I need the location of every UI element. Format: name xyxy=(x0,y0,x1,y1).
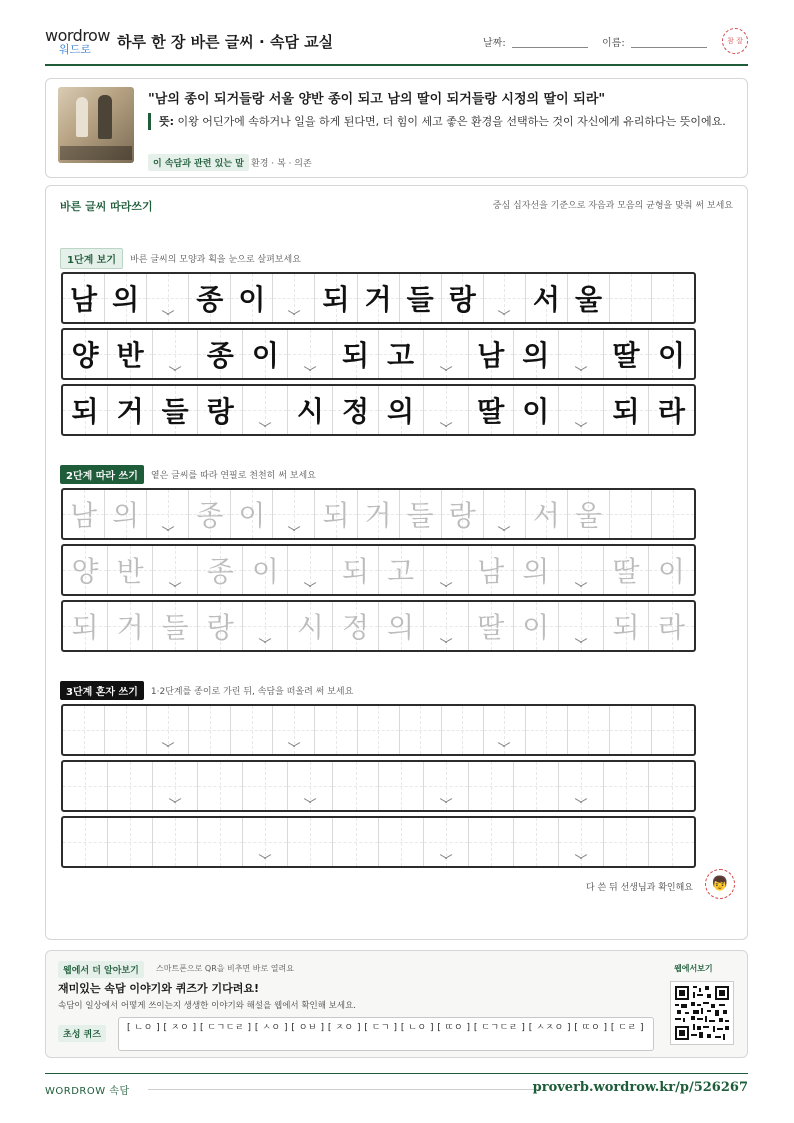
grid-cell[interactable] xyxy=(153,818,198,866)
grid-cell xyxy=(243,330,288,378)
step3-row-3[interactable] xyxy=(61,816,696,868)
space-mark-icon xyxy=(575,421,587,429)
grid-cell xyxy=(63,330,108,378)
grid-cell xyxy=(604,330,649,378)
syllable: 되 xyxy=(341,555,370,588)
space-mark-icon xyxy=(575,637,587,645)
footer-rule xyxy=(148,1089,538,1090)
syllable: 랑 xyxy=(206,395,234,428)
figure-right xyxy=(98,95,112,139)
space-mark-icon xyxy=(304,797,316,805)
syllable: 되 xyxy=(612,611,640,644)
space-mark-icon xyxy=(169,581,181,589)
proverb-illustration xyxy=(58,87,134,163)
grid-cell xyxy=(315,274,357,322)
grid-cell[interactable] xyxy=(288,762,333,810)
wordrow-logo[interactable] xyxy=(45,26,110,58)
grid-cell[interactable] xyxy=(514,546,559,594)
grid-cell xyxy=(526,274,568,322)
practice-hint: 중심 십자선을 기준으로 자음과 모음의 균형을 맞춰 써 보세요 xyxy=(492,201,733,211)
name-label: 이름: xyxy=(602,38,625,49)
syllable: 되 xyxy=(322,499,350,532)
logo-korean: 워드로 xyxy=(59,43,91,56)
syllable: 이 xyxy=(251,555,279,588)
meaning-label: 뜻: xyxy=(159,115,175,128)
web-hint: 스마트폰으로 QR을 비추면 바로 열려요 xyxy=(156,964,294,973)
grid-cell xyxy=(108,386,153,434)
space-mark-icon xyxy=(162,525,174,533)
syllable: 되 xyxy=(71,395,99,428)
space-mark-icon xyxy=(288,741,300,749)
syllable: 딸 xyxy=(477,611,505,644)
syllable: 들 xyxy=(406,283,434,316)
syllable: 되 xyxy=(612,395,640,428)
space-mark-icon xyxy=(169,797,181,805)
grid-cell xyxy=(231,274,273,322)
step1-row-1 xyxy=(61,272,696,324)
space-mark-icon xyxy=(304,581,316,589)
grid-cell[interactable] xyxy=(358,706,400,754)
footer-brand: WORDROW 속담 xyxy=(45,1086,130,1097)
date-field[interactable] xyxy=(512,47,588,48)
syllable: 라 xyxy=(658,611,686,644)
grid-cell[interactable] xyxy=(243,818,288,866)
grid-cell[interactable] xyxy=(358,490,400,538)
grid-cell[interactable] xyxy=(559,602,604,650)
grid-cell xyxy=(198,386,243,434)
grid-cell xyxy=(379,330,424,378)
illustration-caption xyxy=(60,146,132,160)
grid-cell[interactable] xyxy=(604,602,649,650)
grid-cell[interactable] xyxy=(400,490,442,538)
grid-cell[interactable] xyxy=(288,818,333,866)
syllable: 랑 xyxy=(206,611,234,644)
syllable: 랑 xyxy=(448,283,476,316)
syllable: 이 xyxy=(522,395,550,428)
syllable: 남 xyxy=(70,499,98,532)
qr-label: 웹에서보기 xyxy=(674,964,713,973)
grid-cell[interactable] xyxy=(231,706,273,754)
grid-cell[interactable] xyxy=(400,706,442,754)
grid-cell[interactable] xyxy=(604,762,649,810)
syllable: 라 xyxy=(658,395,686,428)
syllable: 거 xyxy=(116,395,144,428)
syllable: 정 xyxy=(341,395,370,428)
grid-cell xyxy=(189,274,231,322)
syllable: 울 xyxy=(574,283,602,316)
name-field[interactable] xyxy=(631,47,707,48)
grid-cell xyxy=(649,386,694,434)
grid-cell[interactable] xyxy=(333,546,378,594)
page-title: 하루 한 장 바른 글씨 · 속담 교실 xyxy=(117,33,334,51)
grid-cell[interactable] xyxy=(198,546,243,594)
syllable: 의 xyxy=(522,555,550,588)
grid-cell[interactable] xyxy=(610,490,652,538)
proverb-meaning xyxy=(148,113,738,130)
syllable: 양 xyxy=(71,555,99,588)
syllable: 종 xyxy=(206,339,234,372)
grid-cell xyxy=(63,274,105,322)
step2-tag: 2단계 따라 쓰기 xyxy=(60,465,144,484)
web-section xyxy=(45,950,748,1058)
grid-cell[interactable] xyxy=(424,762,469,810)
syllable: 되 xyxy=(322,283,350,316)
grid-cell[interactable] xyxy=(469,762,514,810)
grid-cell[interactable] xyxy=(469,602,514,650)
space-mark-icon xyxy=(575,365,587,373)
grid-cell[interactable] xyxy=(333,762,378,810)
grid-cell xyxy=(514,330,559,378)
web-tag: 웹에서 더 알아보기 xyxy=(58,961,144,978)
grid-cell[interactable] xyxy=(63,762,108,810)
footer-url-link[interactable]: proverb.wordrow.kr/p/526267 xyxy=(532,1080,748,1095)
syllable: 이 xyxy=(658,339,686,372)
syllable: 남 xyxy=(70,283,98,316)
syllable: 정 xyxy=(341,611,370,644)
syllable: 의 xyxy=(387,395,415,428)
grid-cell[interactable] xyxy=(652,490,694,538)
syllable: 고 xyxy=(387,339,415,372)
step3-header xyxy=(60,681,353,700)
grid-cell[interactable] xyxy=(559,546,604,594)
grid-cell xyxy=(147,274,189,322)
grid-cell xyxy=(288,330,333,378)
grid-cell[interactable] xyxy=(526,706,568,754)
grid-cell[interactable] xyxy=(63,490,105,538)
grid-cell[interactable] xyxy=(559,818,604,866)
grid-cell xyxy=(400,274,442,322)
syllable: 이 xyxy=(238,283,266,316)
grid-cell xyxy=(379,386,424,434)
grid-cell xyxy=(424,386,469,434)
grid-cell[interactable] xyxy=(469,818,514,866)
space-mark-icon xyxy=(440,421,452,429)
grid-cell[interactable] xyxy=(243,602,288,650)
grid-cell xyxy=(559,386,604,434)
syllable: 이 xyxy=(658,555,686,588)
space-mark-icon xyxy=(259,637,271,645)
proverb-text: "남의 종이 되거들랑 서울 양반 종이 되고 남의 딸이 되거들랑 시정의 딸이 되라" xyxy=(148,92,606,107)
grid-cell[interactable] xyxy=(243,762,288,810)
grid-cell[interactable] xyxy=(243,546,288,594)
space-mark-icon xyxy=(169,365,181,373)
grid-cell[interactable] xyxy=(333,602,378,650)
grid-cell[interactable] xyxy=(153,546,198,594)
grid-cell[interactable] xyxy=(153,762,198,810)
syllable: 종 xyxy=(196,283,224,316)
grid-cell xyxy=(108,330,153,378)
syllable: 딸 xyxy=(612,555,640,588)
space-mark-icon xyxy=(575,581,587,589)
grid-cell[interactable] xyxy=(273,706,315,754)
grid-cell xyxy=(442,274,484,322)
grid-cell[interactable] xyxy=(604,546,649,594)
grid-cell[interactable] xyxy=(333,818,378,866)
syllable: 남 xyxy=(477,339,505,372)
syllable: 반 xyxy=(116,555,144,588)
grid-cell[interactable] xyxy=(610,706,652,754)
grid-cell xyxy=(484,274,526,322)
grid-cell[interactable] xyxy=(108,546,153,594)
grid-cell[interactable] xyxy=(442,706,484,754)
grid-cell xyxy=(243,386,288,434)
step1-desc: 바른 글씨의 모양과 획을 눈으로 살펴보세요 xyxy=(130,255,301,265)
grid-cell[interactable] xyxy=(63,818,108,866)
grid-cell[interactable] xyxy=(442,490,484,538)
grid-cell xyxy=(469,330,514,378)
syllable: 딸 xyxy=(477,395,505,428)
teacher-check-text: 다 쓴 뒤 선생님과 확인해요 xyxy=(585,883,693,893)
grid-cell[interactable] xyxy=(63,546,108,594)
grid-cell xyxy=(333,386,378,434)
proverb-card xyxy=(45,78,748,178)
step1-row-3 xyxy=(61,384,696,436)
space-mark-icon xyxy=(440,581,452,589)
grid-cell[interactable] xyxy=(198,602,243,650)
practice-title: 바른 글씨 따라쓰기 xyxy=(60,200,153,213)
syllable: 의 xyxy=(112,283,140,316)
syllable: 거 xyxy=(116,611,144,644)
grid-cell[interactable] xyxy=(63,706,105,754)
grid-cell xyxy=(649,330,694,378)
meaning-text: 이왕 어딘가에 속하거나 일을 하게 된다면, 더 힘이 세고 좋은 환경을 선택하는 것이 자신에게 유리하다는 뜻이에요. xyxy=(177,115,726,128)
step2-desc: 옅은 글씨를 따라 연필로 천천히 써 보세요 xyxy=(150,471,316,481)
grid-cell[interactable] xyxy=(568,490,610,538)
grid-cell[interactable] xyxy=(379,546,424,594)
syllable: 들 xyxy=(161,611,189,644)
logo-word: wordrow xyxy=(45,26,110,45)
space-mark-icon xyxy=(288,525,300,533)
stamp-text: 참 잘 xyxy=(727,37,743,45)
syllable: 울 xyxy=(574,499,602,532)
grid-cell[interactable] xyxy=(484,490,526,538)
grid-cell xyxy=(288,386,333,434)
grid-cell[interactable] xyxy=(108,602,153,650)
grid-cell[interactable] xyxy=(652,706,694,754)
grid-cell[interactable] xyxy=(484,706,526,754)
syllable: 거 xyxy=(364,283,392,316)
grid-cell[interactable] xyxy=(108,818,153,866)
grid-cell[interactable] xyxy=(514,818,559,866)
space-mark-icon xyxy=(440,365,452,373)
syllable: 서 xyxy=(532,283,560,316)
grid-cell[interactable] xyxy=(424,818,469,866)
syllable: 반 xyxy=(116,339,144,372)
grid-cell[interactable] xyxy=(315,706,357,754)
syllable: 의 xyxy=(112,499,140,532)
grid-cell xyxy=(273,274,315,322)
step1-header xyxy=(60,248,301,269)
syllable: 서 xyxy=(532,499,560,532)
grid-cell xyxy=(610,274,652,322)
grid-cell[interactable] xyxy=(514,602,559,650)
syllable: 종 xyxy=(206,555,234,588)
step2-row-2[interactable] xyxy=(61,544,696,596)
quiz-label: 초성 퀴즈 xyxy=(58,1025,106,1042)
grid-cell[interactable] xyxy=(63,602,108,650)
syllable: 시 xyxy=(296,611,324,644)
grid-cell xyxy=(652,274,694,322)
page-header xyxy=(45,24,748,66)
grid-cell xyxy=(469,386,514,434)
syllable: 고 xyxy=(387,555,415,588)
grid-cell[interactable] xyxy=(379,818,424,866)
grid-cell xyxy=(198,330,243,378)
space-mark-icon xyxy=(304,365,316,373)
syllable: 이 xyxy=(522,611,550,644)
step3-row-2[interactable] xyxy=(61,760,696,812)
grid-cell xyxy=(424,330,469,378)
space-mark-icon xyxy=(259,853,271,861)
step2-row-3[interactable] xyxy=(61,600,696,652)
space-mark-icon xyxy=(498,309,510,317)
syllable: 되 xyxy=(341,339,370,372)
space-mark-icon xyxy=(162,309,174,317)
syllable: 의 xyxy=(387,611,415,644)
space-mark-icon xyxy=(498,525,510,533)
teacher-stamp-icon: 👦 xyxy=(705,869,735,899)
grid-cell[interactable] xyxy=(649,602,694,650)
grid-cell[interactable] xyxy=(526,490,568,538)
grid-cell[interactable] xyxy=(315,490,357,538)
syllable: 의 xyxy=(522,339,550,372)
grid-cell[interactable] xyxy=(424,602,469,650)
grid-cell[interactable] xyxy=(379,762,424,810)
step1-row-2 xyxy=(61,328,696,380)
grid-cell[interactable] xyxy=(147,490,189,538)
step3-tag: 3단계 혼자 쓰기 xyxy=(60,681,144,700)
grid-cell[interactable] xyxy=(649,818,694,866)
grid-cell[interactable] xyxy=(273,490,315,538)
grid-cell[interactable] xyxy=(649,762,694,810)
space-mark-icon xyxy=(440,853,452,861)
space-mark-icon xyxy=(575,853,587,861)
grid-cell xyxy=(63,386,108,434)
grid-cell xyxy=(153,386,198,434)
space-mark-icon xyxy=(288,309,300,317)
syllable: 거 xyxy=(364,499,392,532)
syllable: 딸 xyxy=(612,339,640,372)
grid-cell xyxy=(153,330,198,378)
figure-left xyxy=(76,97,88,137)
grid-cell xyxy=(604,386,649,434)
grid-cell xyxy=(105,274,147,322)
chosung-quiz-box: [ ㄴㅇ ] [ ㅈㅇ ] [ ㄷㄱㄷㄹ ] [ ㅅㅇ ] [ ㅇㅂ ] [ ㅈㅇ ] [ ㄷㄱ ] [ ㄴㅇ ] [ ㄸㅇ ] [ ㄷㄱㄷㄹ ] [ ㅅㅈㅇ ] [ ㄸㅇ ] [ ㄷㄹ ] xyxy=(118,1017,654,1051)
step2-row-1[interactable] xyxy=(61,488,696,540)
grid-cell xyxy=(333,330,378,378)
grid-cell[interactable] xyxy=(424,546,469,594)
syllable: 남 xyxy=(477,555,505,588)
practice-panel xyxy=(45,185,748,940)
grid-cell[interactable] xyxy=(379,602,424,650)
syllable: 양 xyxy=(71,339,99,372)
space-mark-icon xyxy=(440,797,452,805)
praise-stamp-icon xyxy=(722,28,748,54)
syllable: 종 xyxy=(196,499,224,532)
step3-desc: 1·2단계를 종이로 가린 뒤, 속담을 떠올려 써 보세요 xyxy=(150,687,354,697)
date-label: 날짜: xyxy=(483,38,506,49)
grid-cell[interactable] xyxy=(105,490,147,538)
step2-header xyxy=(60,465,316,484)
grid-cell[interactable] xyxy=(189,706,231,754)
grid-cell xyxy=(358,274,400,322)
grid-cell[interactable] xyxy=(105,706,147,754)
grid-cell[interactable] xyxy=(231,490,273,538)
web-headline: 재미있는 속담 이야기와 퀴즈가 기다려요! xyxy=(58,982,259,995)
web-description: 속담이 일상에서 어떻게 쓰이는지 생생한 이야기와 해설을 웹에서 확인해 보세요. xyxy=(58,1001,356,1011)
syllable: 들 xyxy=(406,499,434,532)
grid-cell[interactable] xyxy=(568,706,610,754)
space-mark-icon xyxy=(498,741,510,749)
syllable: 들 xyxy=(161,395,189,428)
grid-cell[interactable] xyxy=(198,762,243,810)
step3-row-1[interactable] xyxy=(61,704,696,756)
syllable: 이 xyxy=(238,499,266,532)
grid-cell[interactable] xyxy=(198,818,243,866)
space-mark-icon xyxy=(162,741,174,749)
grid-cell[interactable] xyxy=(604,818,649,866)
syllable: 시 xyxy=(296,395,324,428)
space-mark-icon xyxy=(440,637,452,645)
space-mark-icon xyxy=(575,797,587,805)
footer-divider xyxy=(45,1073,748,1074)
grid-cell[interactable] xyxy=(559,762,604,810)
grid-cell[interactable] xyxy=(288,602,333,650)
grid-cell[interactable] xyxy=(288,546,333,594)
qr-code-icon[interactable] xyxy=(670,981,734,1045)
step1-tag: 1단계 보기 xyxy=(60,248,123,269)
grid-cell xyxy=(514,386,559,434)
related-label: 이 속담과 관련 있는 말 xyxy=(148,154,249,171)
grid-cell[interactable] xyxy=(153,602,198,650)
grid-cell xyxy=(568,274,610,322)
grid-cell[interactable] xyxy=(189,490,231,538)
grid-cell[interactable] xyxy=(469,546,514,594)
grid-cell[interactable] xyxy=(514,762,559,810)
grid-cell[interactable] xyxy=(649,546,694,594)
grid-cell[interactable] xyxy=(108,762,153,810)
syllable: 이 xyxy=(251,339,279,372)
space-mark-icon xyxy=(259,421,271,429)
syllable: 되 xyxy=(71,611,99,644)
qr-code-graphic xyxy=(675,986,729,1040)
syllable: 랑 xyxy=(448,499,476,532)
grid-cell[interactable] xyxy=(147,706,189,754)
grid-cell xyxy=(559,330,604,378)
related-words: 환경 · 복 · 의존 xyxy=(251,159,312,169)
